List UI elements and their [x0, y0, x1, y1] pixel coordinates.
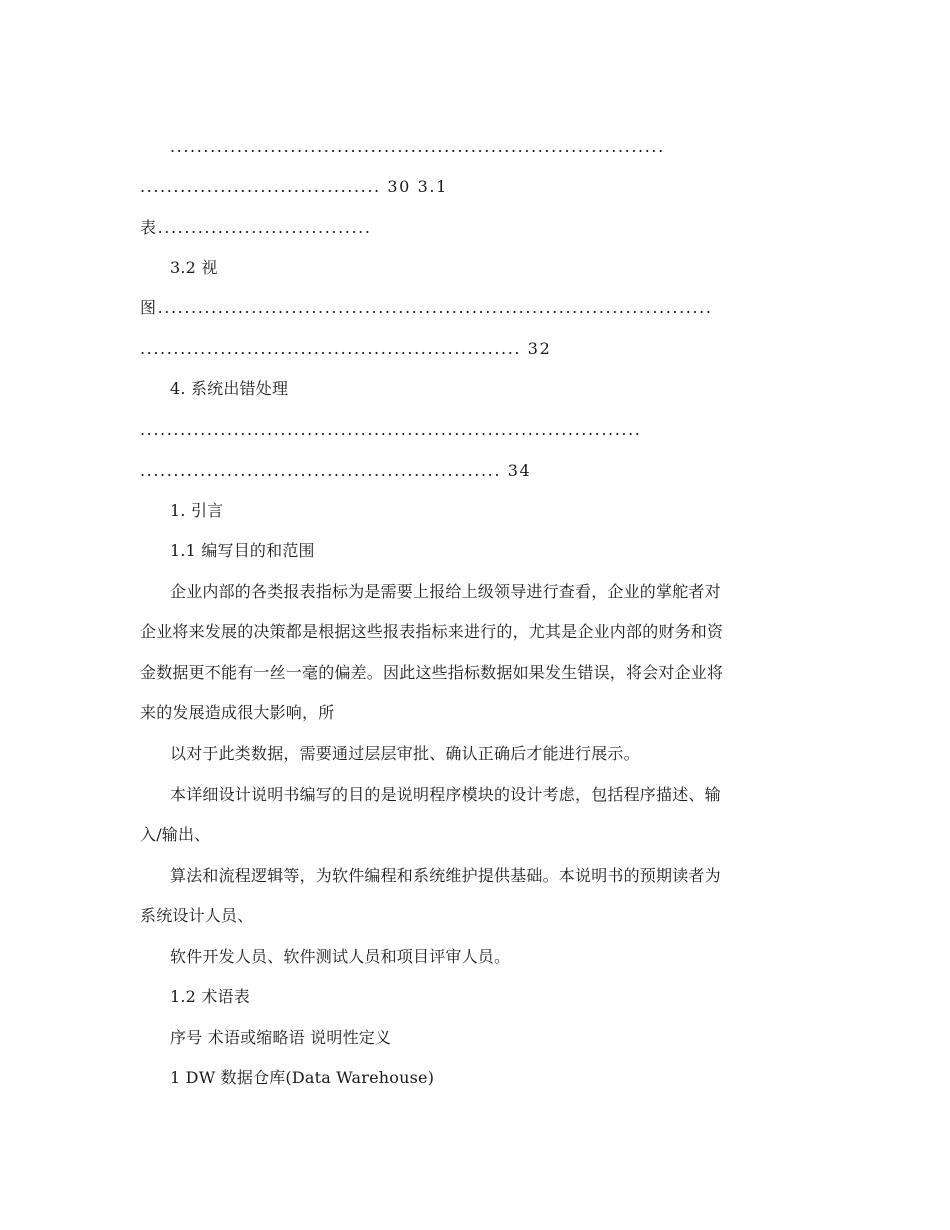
paragraph-line: 金数据更不能有一丝一毫的偏差。因此这些指标数据如果发生错误，将会对企业将 — [140, 663, 724, 682]
paragraph-line: 入/输出、 — [140, 825, 211, 844]
paragraph-line: 企业内部的各类报表指标为是需要上报给上级领导进行查看，企业的掌舵者对 — [170, 582, 721, 601]
subsection-heading-purpose: 1.1 编写目的和范围 — [170, 541, 315, 560]
toc-entry-view: 图................................................................................... — [140, 298, 713, 317]
toc-dots-page-34-line: ...................................................... 34 — [140, 461, 532, 480]
toc-entry-table: 表................................ — [140, 218, 372, 237]
section-heading-introduction: 1. 引言 — [170, 501, 224, 520]
glossary-table-row: 1 DW 数据仓库(Data Warehouse) — [170, 1068, 435, 1087]
paragraph-line: 系统设计人员、 — [140, 906, 254, 925]
toc-dots-page-32-line: ......................................................... 32 — [140, 339, 552, 358]
paragraph-line: 企业将来发展的决策都是根据这些报表指标来进行的，尤其是企业内部的财务和资 — [140, 622, 724, 641]
glossary-table-header: 序号 术语或缩略语 说明性定义 — [170, 1028, 392, 1047]
toc-entry-view-heading: 3.2 视 — [170, 258, 218, 277]
paragraph-line: 算法和流程逻辑等，为软件编程和系统维护提供基础。本说明书的预期读者为 — [170, 866, 721, 885]
toc-dots-page-30-line: .................................... 30 3.1 — [140, 177, 448, 196]
paragraph-line: 本详细设计说明书编写的目的是说明程序模块的设计考虑，包括程序描述、输 — [170, 785, 721, 804]
paragraph-line: 以对于此类数据，需要通过层层审批、确认正确后才能进行展示。 — [170, 744, 640, 763]
paragraph-line: 软件开发人员、软件测试人员和项目评审人员。 — [170, 947, 511, 966]
subsection-heading-glossary: 1.2 术语表 — [170, 987, 250, 1006]
paragraph-line: 来的发展造成很大影响，所 — [140, 703, 335, 722]
toc-entry-error-handling: 4. 系统出错处理 — [170, 379, 289, 398]
toc-dots-line: .......................................................................... — [170, 137, 665, 156]
toc-dots-line: ........................................................................... — [140, 420, 642, 439]
